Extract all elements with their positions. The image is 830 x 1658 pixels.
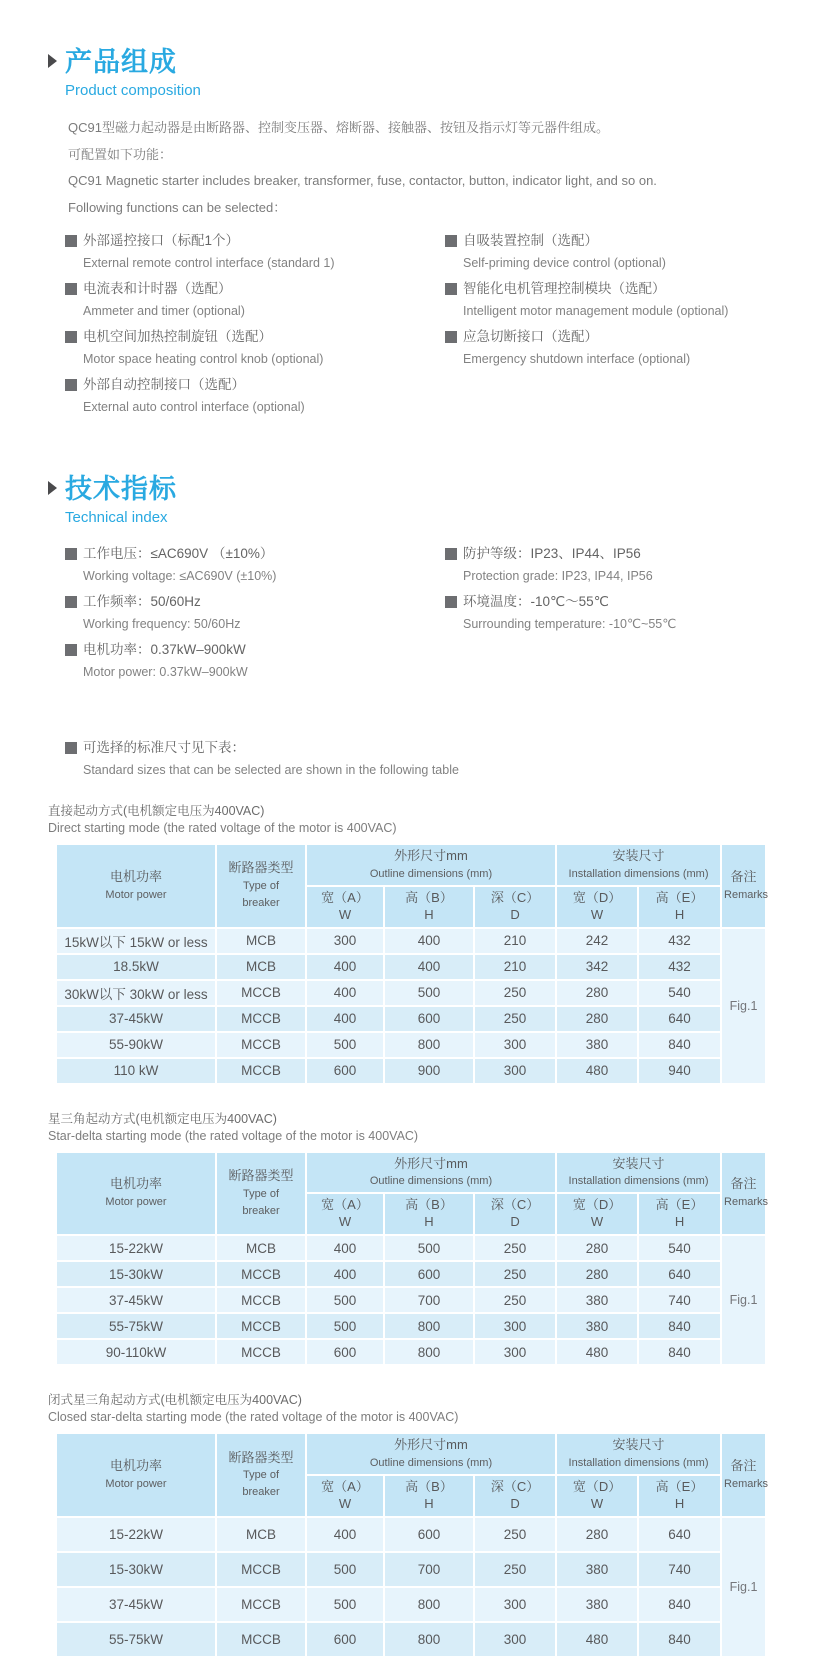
table-row (56, 1006, 766, 1032)
cell-dimension: 280 (556, 1517, 638, 1552)
spec-columns (65, 542, 800, 686)
feature-item (445, 277, 800, 322)
cell-motor-power: 90-110kW (56, 1339, 216, 1365)
cell-dimension: 400 (306, 1261, 384, 1287)
cell-dimension: 600 (306, 1622, 384, 1657)
cell-motor-power: 15kW以下 15kW or less (56, 928, 216, 954)
cell-dimension: 400 (306, 1235, 384, 1261)
header-sub-col-4: 高（E） H (638, 1193, 721, 1235)
header-installation-dimensions: 安装尺寸 Installation dimensions (mm) (556, 1433, 721, 1475)
spec-item (445, 590, 800, 635)
cell-dimension: 840 (638, 1339, 721, 1365)
table-row (56, 1058, 766, 1084)
header-motor-power: 电机功率 Motor power (56, 1433, 216, 1517)
spec-column-right (445, 542, 800, 686)
cell-dimension: 280 (556, 1235, 638, 1261)
note-zh (65, 736, 800, 759)
cell-dimension: 600 (384, 1261, 474, 1287)
feature-column-left (65, 229, 445, 421)
spec-item-text-zh: 电机功率：0.37kW–900kW (83, 642, 246, 657)
header-installation-dimensions: 安装尺寸 Installation dimensions (mm) (556, 844, 721, 886)
cell-dimension: 280 (556, 1261, 638, 1287)
feature-item (445, 229, 800, 274)
table-block-star-delta (48, 1111, 800, 1367)
cell-breaker-type: MCB (216, 1517, 306, 1552)
table-row (56, 1517, 766, 1552)
feature-item-text-en: Ammeter and timer (optional) (83, 304, 245, 318)
header-sub-col-2: 深（C） D (474, 886, 556, 928)
cell-dimension: 250 (474, 1261, 556, 1287)
table-row (56, 1622, 766, 1657)
header-outline-dimensions: 外形尺寸mm Outline dimensions (mm) (306, 1152, 556, 1194)
spec-column-left (65, 542, 445, 686)
cell-dimension: 800 (384, 1339, 474, 1365)
cell-breaker-type: MCCB (216, 1006, 306, 1032)
spec-item-text-en: Motor power: 0.37kW–900kW (83, 665, 248, 679)
bullet-square-icon (65, 644, 77, 656)
note-text-en: Standard sizes that can be selected are shown in the following table (83, 763, 459, 777)
table-header (56, 844, 769, 928)
cell-dimension: 500 (306, 1313, 384, 1339)
cell-dimension: 432 (638, 954, 721, 980)
header-sub-col-3: 宽（D） W (556, 1193, 638, 1235)
cell-breaker-type: MCCB (216, 1313, 306, 1339)
standard-size-note (65, 736, 800, 781)
table-row (56, 1587, 766, 1622)
cell-motor-power: 30kW以下 30kW or less (56, 980, 216, 1006)
header-sub-col-0: 宽（A） W (306, 886, 384, 928)
cell-dimension: 380 (556, 1552, 638, 1587)
cell-remark: Fig.1 (721, 1235, 766, 1365)
table-caption-zh: 直接起动方式(电机额定电压为400VAC) (48, 804, 265, 818)
table-row (56, 1552, 766, 1587)
cell-dimension: 600 (384, 1006, 474, 1032)
intro-paragraphs (68, 115, 800, 221)
intro-line: 可配置如下功能： (68, 146, 173, 162)
table-row (56, 980, 766, 1006)
feature-item-text-zh: 电机空间加热控制旋钮（选配） (83, 329, 272, 344)
feature-item-text-zh: 电流表和计时器（选配） (83, 281, 232, 296)
cell-dimension: 640 (638, 1517, 721, 1552)
cell-breaker-type: MCCB (216, 1587, 306, 1622)
bullet-square-icon (65, 331, 77, 343)
cell-dimension: 300 (474, 1339, 556, 1365)
header-motor-power: 电机功率 Motor power (56, 844, 216, 928)
bullet-square-icon (65, 596, 77, 608)
cell-motor-power: 15-22kW (56, 1235, 216, 1261)
cell-dimension: 700 (384, 1287, 474, 1313)
header-breaker-type: 断路器类型 Type of breaker (216, 1152, 306, 1236)
cell-dimension: 800 (384, 1587, 474, 1622)
cell-dimension: 840 (638, 1313, 721, 1339)
cell-motor-power: 18.5kW (56, 954, 216, 980)
cell-dimension: 480 (556, 1058, 638, 1084)
spec-item-text-zh: 防护等级：IP23、IP44、IP56 (463, 546, 641, 561)
cell-breaker-type: MCB (216, 928, 306, 954)
feature-item (65, 373, 445, 418)
feature-item-text-en: Motor space heating control knob (optional) (83, 352, 324, 366)
cell-motor-power: 110 kW (56, 1058, 216, 1084)
feature-item (445, 325, 800, 370)
cell-dimension: 250 (474, 980, 556, 1006)
table-row (56, 1032, 766, 1058)
cell-dimension: 300 (474, 1058, 556, 1084)
cell-dimension: 540 (638, 980, 721, 1006)
header-motor-power: 电机功率 Motor power (56, 1152, 216, 1236)
bullet-square-icon (445, 548, 457, 560)
star-delta-table (55, 1151, 767, 1367)
header-breaker-type: 断路器类型 Type of breaker (216, 844, 306, 928)
cell-dimension: 900 (384, 1058, 474, 1084)
bullet-square-icon (445, 283, 457, 295)
cell-breaker-type: MCB (216, 1235, 306, 1261)
header-sub-col-3: 宽（D） W (556, 886, 638, 928)
closed-star-delta-table (55, 1432, 767, 1658)
cell-dimension: 300 (474, 1622, 556, 1657)
bullet-square-icon (65, 742, 77, 754)
cell-dimension: 400 (384, 954, 474, 980)
spec-item-text-en: Working frequency: 50/60Hz (83, 617, 241, 631)
header-sub-col-1: 高（B） H (384, 1193, 474, 1235)
cell-dimension: 840 (638, 1622, 721, 1657)
spec-item-text-zh: 工作频率：50/60Hz (83, 594, 201, 609)
cell-dimension: 480 (556, 1339, 638, 1365)
feature-item-text-zh: 应急切断接口（选配） (463, 329, 598, 344)
header-sub-col-0: 宽（A） W (306, 1475, 384, 1517)
feature-column-right (445, 229, 800, 421)
section-technical-index (48, 467, 800, 686)
table-body (56, 1517, 766, 1657)
table-caption-zh: 闭式星三角起动方式(电机额定电压为400VAC) (48, 1393, 302, 1408)
cell-dimension: 600 (306, 1339, 384, 1365)
table-row (56, 928, 766, 954)
feature-item-text-zh: 外部遥控接口（标配1个） (83, 233, 240, 248)
header-sub-col-3: 宽（D） W (556, 1475, 638, 1517)
cell-dimension: 500 (306, 1287, 384, 1313)
cell-dimension: 250 (474, 1552, 556, 1587)
bullet-square-icon (65, 283, 77, 295)
cell-dimension: 242 (556, 928, 638, 954)
cell-motor-power: 15-22kW (56, 1517, 216, 1552)
bullet-square-icon (65, 379, 77, 391)
cell-motor-power: 37-45kW (56, 1287, 216, 1313)
cell-dimension: 800 (384, 1622, 474, 1657)
table-block-closed-star-delta (48, 1392, 800, 1658)
section-title-zh: 产品组成 (65, 47, 177, 77)
section-title-en: Technical index (65, 509, 168, 526)
cell-dimension: 500 (306, 1552, 384, 1587)
spec-item (65, 590, 445, 635)
bullet-square-icon (65, 548, 77, 560)
cell-dimension: 740 (638, 1552, 721, 1587)
cell-dimension: 500 (384, 1235, 474, 1261)
cell-dimension: 500 (384, 980, 474, 1006)
cell-dimension: 500 (306, 1032, 384, 1058)
intro-line: Following functions can be selected： (68, 199, 287, 215)
cell-dimension: 300 (474, 1032, 556, 1058)
cell-dimension: 250 (474, 1287, 556, 1313)
bullet-square-icon (445, 331, 457, 343)
cell-dimension: 250 (474, 1006, 556, 1032)
cell-dimension: 280 (556, 980, 638, 1006)
feature-item (65, 325, 445, 370)
feature-columns (65, 229, 800, 421)
table-row (56, 1261, 766, 1287)
table-block-direct-starting (48, 803, 800, 1085)
cell-dimension: 210 (474, 928, 556, 954)
feature-item (65, 277, 445, 322)
cell-dimension: 300 (474, 1313, 556, 1339)
header-sub-col-2: 深（C） D (474, 1193, 556, 1235)
cell-remark: Fig.1 (721, 1517, 766, 1657)
cell-breaker-type: MCCB (216, 1032, 306, 1058)
table-row (56, 1313, 766, 1339)
cell-breaker-type: MCCB (216, 1622, 306, 1657)
cell-dimension: 540 (638, 1235, 721, 1261)
table-caption-en: Direct starting mode (the rated voltage of the motor is 400VAC) (48, 821, 397, 835)
cell-motor-power: 55-90kW (56, 1032, 216, 1058)
cell-motor-power: 55-75kW (56, 1622, 216, 1657)
cell-breaker-type: MCCB (216, 1552, 306, 1587)
spec-item-text-zh: 环境温度：-10℃～55℃ (463, 594, 609, 609)
header-remarks: 备注 Remarks (721, 1433, 766, 1517)
cell-dimension: 400 (306, 980, 384, 1006)
table-header (56, 1433, 769, 1517)
cell-dimension: 400 (306, 954, 384, 980)
cell-dimension: 740 (638, 1287, 721, 1313)
cell-dimension: 640 (638, 1261, 721, 1287)
bullet-square-icon (445, 596, 457, 608)
cell-dimension: 300 (306, 928, 384, 954)
feature-item-text-en: Self-priming device control (optional) (463, 256, 666, 270)
feature-item-text-zh: 外部自动控制接口（选配） (83, 377, 245, 392)
cell-dimension: 940 (638, 1058, 721, 1084)
header-breaker-type: 断路器类型 Type of breaker (216, 1433, 306, 1517)
table-body (56, 1235, 766, 1365)
feature-item-text-en: External remote control interface (standard 1) (83, 256, 335, 270)
cell-dimension: 432 (638, 928, 721, 954)
bullet-square-icon (65, 235, 77, 247)
header-sub-col-1: 高（B） H (384, 886, 474, 928)
spec-item (65, 542, 445, 587)
cell-dimension: 800 (384, 1313, 474, 1339)
bullet-square-icon (445, 235, 457, 247)
cell-dimension: 400 (306, 1006, 384, 1032)
cell-motor-power: 15-30kW (56, 1552, 216, 1587)
header-sub-col-4: 高（E） H (638, 1475, 721, 1517)
header-installation-dimensions: 安装尺寸 Installation dimensions (mm) (556, 1152, 721, 1194)
header-remarks: 备注 Remarks (721, 1152, 766, 1236)
cell-dimension: 600 (384, 1517, 474, 1552)
table-body (56, 928, 766, 1084)
cell-motor-power: 15-30kW (56, 1261, 216, 1287)
feature-item-text-zh: 智能化电机管理控制模块（选配） (463, 281, 666, 296)
arrow-right-icon (48, 481, 57, 495)
feature-item-text-en: External auto control interface (optional) (83, 400, 305, 414)
feature-item (65, 229, 445, 274)
section-title-en: Product composition (65, 82, 201, 99)
cell-breaker-type: MCCB (216, 1287, 306, 1313)
table-row (56, 1339, 766, 1365)
cell-motor-power: 37-45kW (56, 1587, 216, 1622)
arrow-right-icon (48, 54, 57, 68)
cell-remark: Fig.1 (721, 928, 766, 1084)
table-caption-en: Star-delta starting mode (the rated voltage of the motor is 400VAC) (48, 1128, 419, 1143)
section-product-composition (48, 40, 800, 421)
table-header (56, 1152, 769, 1236)
section-header (48, 467, 800, 506)
header-outline-dimensions: 外形尺寸mm Outline dimensions (mm) (306, 1433, 556, 1475)
cell-dimension: 342 (556, 954, 638, 980)
cell-breaker-type: MCCB (216, 1339, 306, 1365)
header-outline-dimensions: 外形尺寸mm Outline dimensions (mm) (306, 844, 556, 886)
cell-motor-power: 37-45kW (56, 1006, 216, 1032)
table-row (56, 954, 766, 980)
table-row (56, 1287, 766, 1313)
header-sub-col-0: 宽（A） W (306, 1193, 384, 1235)
cell-dimension: 300 (474, 1587, 556, 1622)
spec-item-text-en: Working voltage: ≤AC690V (±10%) (83, 569, 277, 583)
spec-item (65, 638, 445, 683)
cell-dimension: 280 (556, 1006, 638, 1032)
feature-item-text-en: Intelligent motor management module (optional) (463, 304, 729, 318)
cell-dimension: 500 (306, 1587, 384, 1622)
spec-item (445, 542, 800, 587)
cell-dimension: 480 (556, 1622, 638, 1657)
section-header (48, 40, 800, 79)
table-row (56, 1235, 766, 1261)
header-sub-col-2: 深（C） D (474, 1475, 556, 1517)
cell-breaker-type: MCB (216, 954, 306, 980)
header-sub-col-4: 高（E） H (638, 886, 721, 928)
cell-dimension: 840 (638, 1587, 721, 1622)
cell-dimension: 210 (474, 954, 556, 980)
spec-item-text-zh: 工作电压：≤AC690V （±10%） (83, 546, 274, 561)
table-caption-zh: 星三角起动方式(电机额定电压为400VAC) (48, 1111, 277, 1126)
cell-dimension: 800 (384, 1032, 474, 1058)
note-text-zh: 可选择的标准尺寸见下表： (83, 740, 245, 755)
table-caption-en: Closed star-delta starting mode (the rated voltage of the motor is 400VAC) (48, 1410, 459, 1425)
cell-dimension: 400 (384, 928, 474, 954)
header-remarks: 备注 Remarks (721, 844, 766, 928)
cell-dimension: 250 (474, 1235, 556, 1261)
intro-line: QC91型磁力起动器是由断路器、控制变压器、熔断器、接触器、按钮及指示灯等元器件组成。 (68, 120, 609, 135)
header-sub-col-1: 高（B） H (384, 1475, 474, 1517)
cell-dimension: 600 (306, 1058, 384, 1084)
cell-dimension: 380 (556, 1287, 638, 1313)
feature-item-text-en: Emergency shutdown interface (optional) (463, 352, 691, 366)
cell-dimension: 400 (306, 1517, 384, 1552)
cell-dimension: 380 (556, 1313, 638, 1339)
cell-dimension: 380 (556, 1032, 638, 1058)
direct-starting-table (55, 843, 767, 1085)
cell-breaker-type: MCCB (216, 1058, 306, 1084)
cell-dimension: 380 (556, 1587, 638, 1622)
cell-dimension: 250 (474, 1517, 556, 1552)
cell-dimension: 640 (638, 1006, 721, 1032)
cell-dimension: 700 (384, 1552, 474, 1587)
feature-item-text-zh: 自吸装置控制（选配） (463, 233, 598, 248)
spec-item-text-en: Protection grade: IP23, IP44, IP56 (463, 569, 653, 583)
cell-breaker-type: MCCB (216, 980, 306, 1006)
cell-breaker-type: MCCB (216, 1261, 306, 1287)
spec-item-text-en: Surrounding temperature: -10℃~55℃ (463, 617, 677, 631)
section-title-zh: 技术指标 (65, 474, 177, 504)
intro-line: QC91 Magnetic starter includes breaker, transformer, fuse, contactor, button, indicator light, and so on. (68, 173, 657, 188)
cell-dimension: 840 (638, 1032, 721, 1058)
cell-motor-power: 55-75kW (56, 1313, 216, 1339)
